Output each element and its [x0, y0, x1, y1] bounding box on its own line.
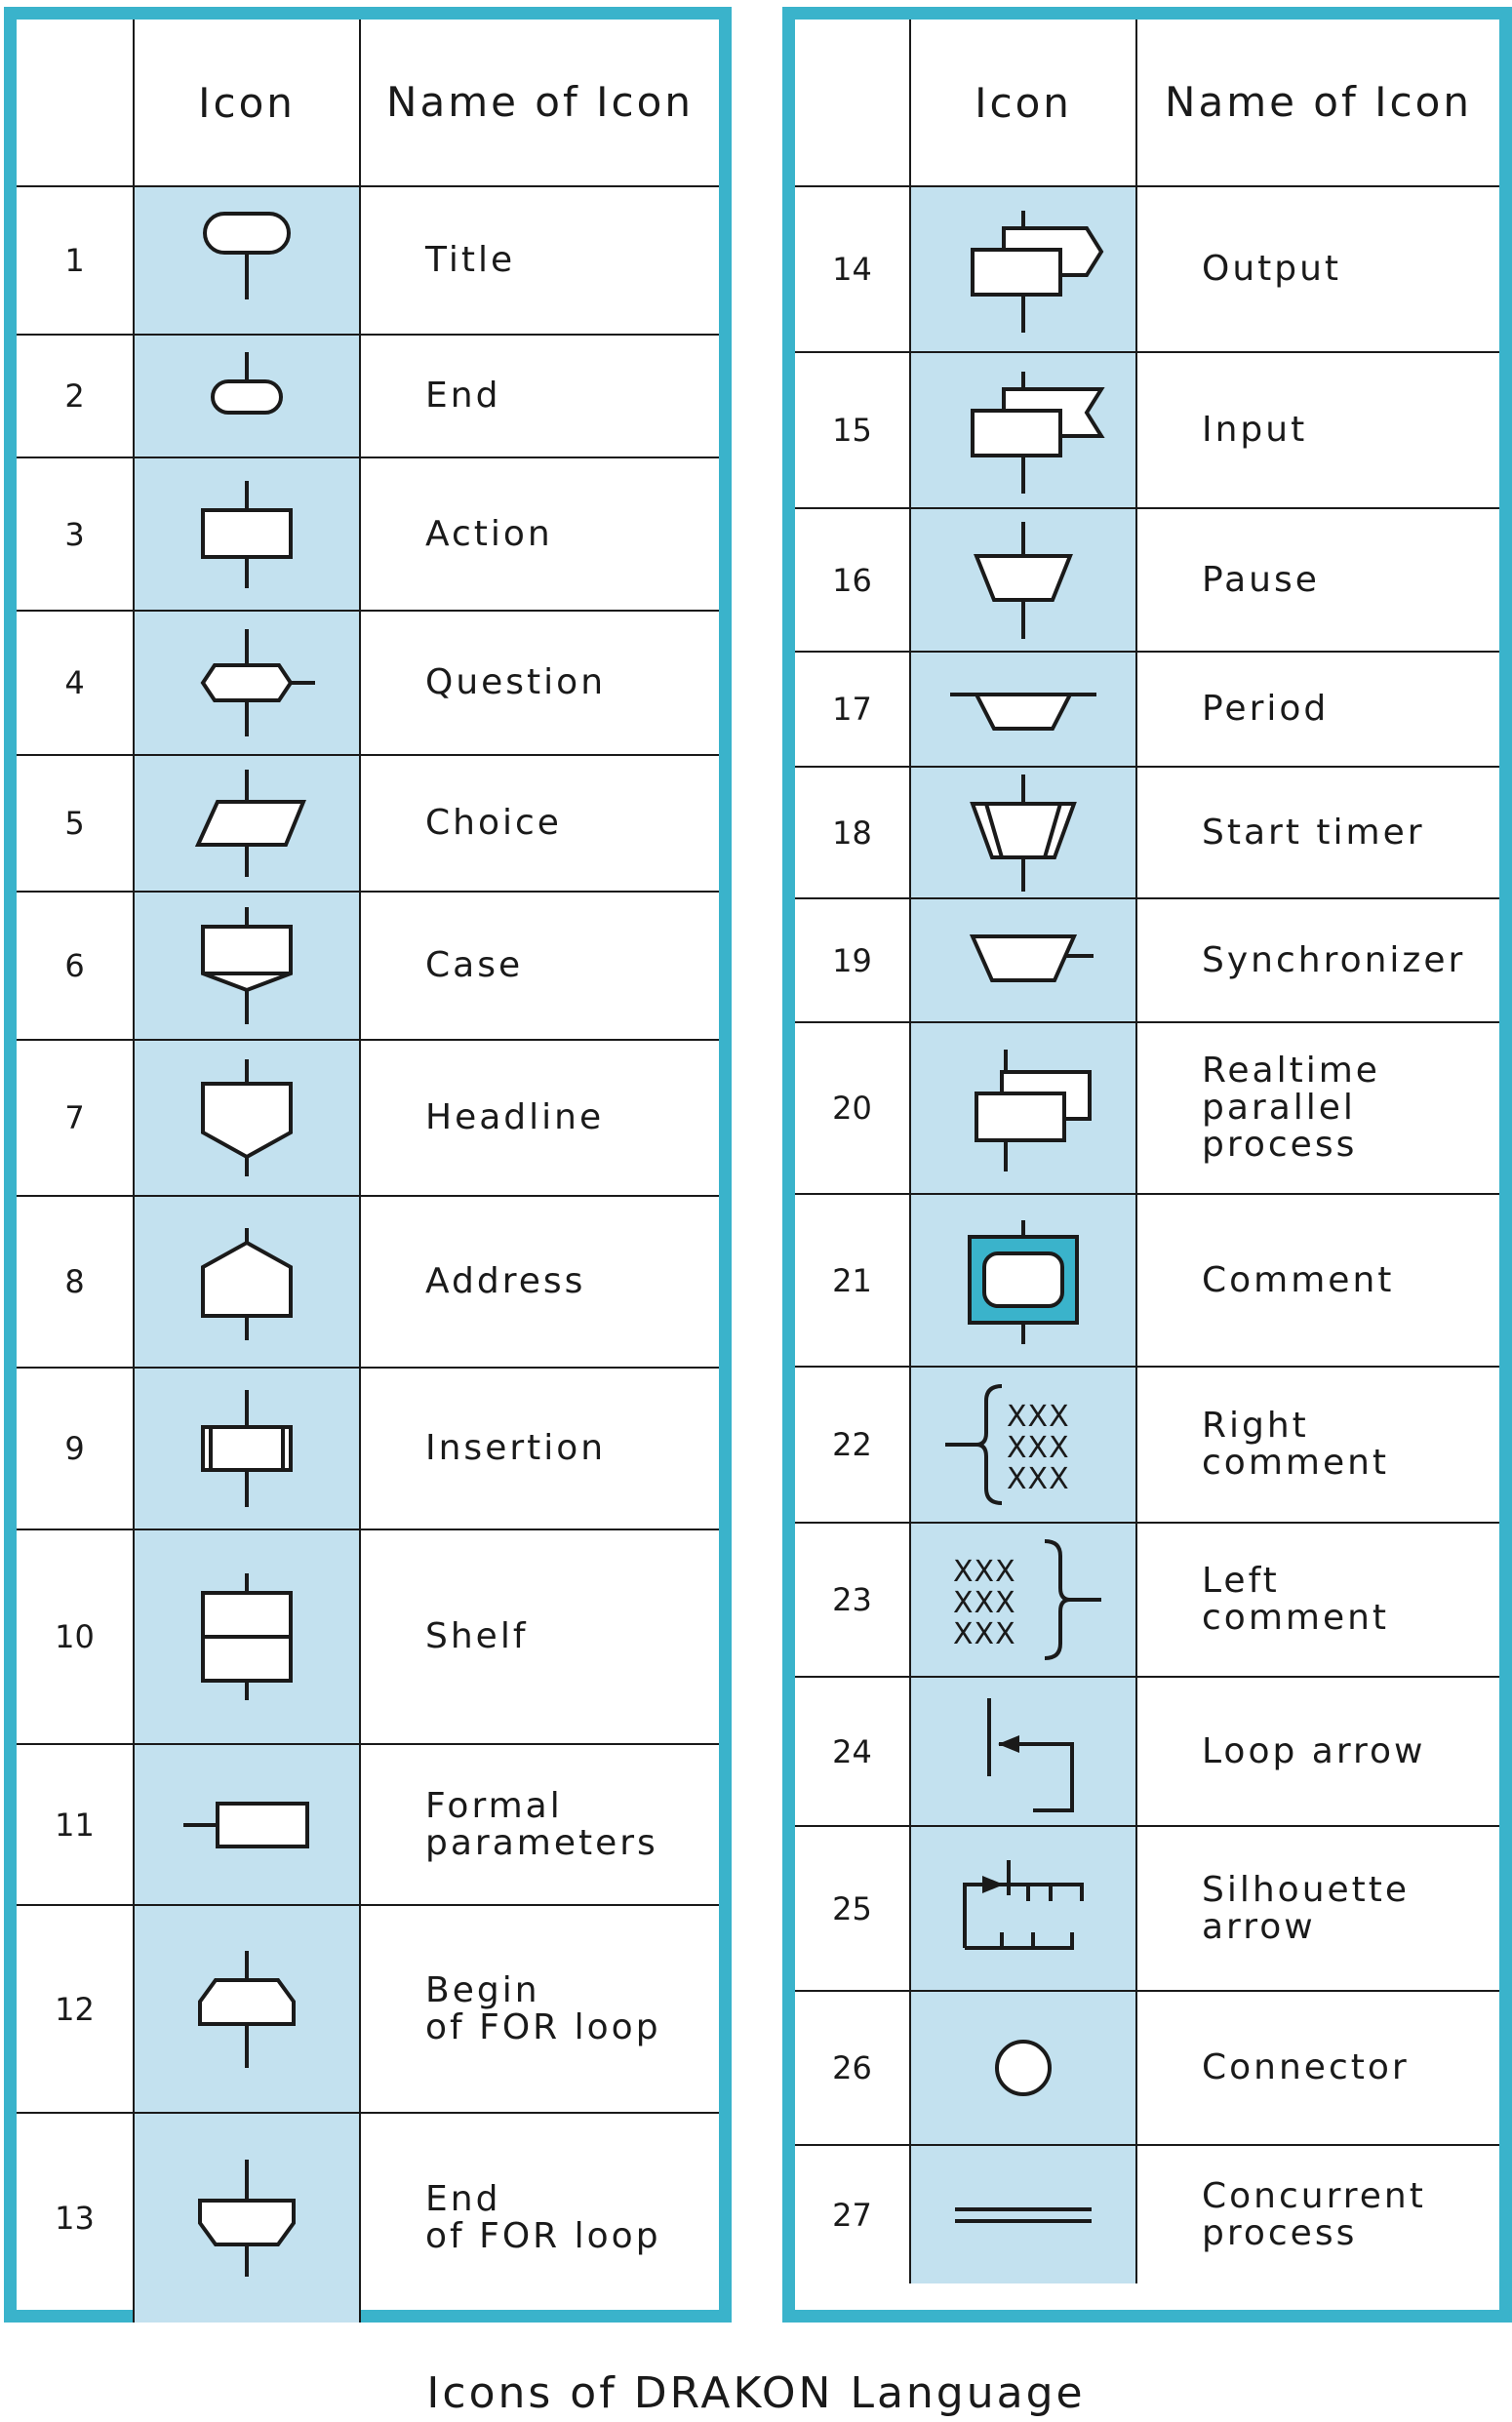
icon-name-text: Question — [425, 662, 607, 702]
empty-header-cell — [795, 20, 911, 185]
icon-name — [1137, 1368, 1499, 1522]
right-header-row — [795, 20, 1499, 187]
concurrent-process-icon — [935, 2147, 1111, 2283]
icon-cell — [135, 187, 361, 334]
table-row — [17, 1530, 719, 1745]
icon-name-text: Formal parameters — [425, 1785, 658, 1863]
icon-cell — [911, 1195, 1137, 1366]
left-comment-icon — [935, 1531, 1111, 1668]
icon-name-text: Connector — [1202, 2047, 1410, 2087]
icon-name-text: Concurrent process — [1202, 2175, 1426, 2253]
icon-name-text: Start timer — [1202, 812, 1425, 853]
icon-name — [361, 756, 719, 891]
icon-name — [361, 1530, 719, 1743]
row-number: 11 — [17, 1745, 135, 1904]
table-row — [795, 1195, 1499, 1368]
table-row — [795, 1678, 1499, 1827]
icon-name — [1137, 899, 1499, 1021]
row-number: 24 — [795, 1678, 911, 1825]
svg-text:XXX: XXX — [953, 1617, 1016, 1651]
table-row — [795, 1992, 1499, 2146]
icon-name-text: Loop arrow — [1202, 1730, 1426, 1771]
headline-icon — [159, 1050, 335, 1186]
table-row — [17, 187, 719, 336]
icon-cell — [911, 1368, 1137, 1522]
output-icon — [935, 201, 1111, 337]
begin-for-loop-icon — [159, 1941, 335, 2078]
icon-name-text: End — [425, 376, 501, 416]
realtime-parallel-process-icon — [935, 1040, 1111, 1176]
icon-name-text: Insertion — [425, 1428, 607, 1468]
icon-name-text: Synchronizer — [1202, 939, 1466, 980]
question-icon — [159, 615, 335, 751]
table-row — [795, 653, 1499, 768]
icon-name — [1137, 1023, 1499, 1193]
row-number: 6 — [17, 893, 135, 1039]
icon-cell — [135, 1906, 361, 2112]
insertion-icon — [159, 1380, 335, 1517]
icon-name — [1137, 353, 1499, 507]
row-number: 25 — [795, 1827, 911, 1990]
icon-cell — [135, 1197, 361, 1367]
pause-icon — [935, 512, 1111, 649]
icon-cell — [911, 1678, 1137, 1825]
icon-name — [1137, 2146, 1499, 2283]
table-row — [17, 893, 719, 1041]
icon-cell — [135, 2114, 361, 2323]
right-icon-table — [795, 20, 1499, 2310]
icon-name — [361, 1369, 719, 1529]
icon-name — [1137, 1992, 1499, 2144]
icon-name — [361, 1197, 719, 1367]
silhouette-arrow-icon — [935, 1841, 1111, 1977]
table-row — [17, 1745, 719, 1906]
empty-header-cell — [17, 20, 135, 185]
input-icon — [935, 362, 1111, 498]
row-number: 9 — [17, 1369, 135, 1529]
row-number: 23 — [795, 1524, 911, 1676]
comment-icon — [935, 1212, 1111, 1349]
case-icon — [159, 897, 335, 1034]
icon-cell — [911, 899, 1137, 1021]
icon-name — [361, 2114, 719, 2323]
icon-name-text: Headline — [425, 1097, 605, 1137]
icon-name — [1137, 1678, 1499, 1825]
icon-name — [1137, 1524, 1499, 1676]
choice-icon — [159, 755, 335, 892]
title-icon — [159, 192, 335, 329]
table-row — [795, 1827, 1499, 1992]
row-number: 12 — [17, 1906, 135, 2112]
figure-caption: Icons of DRAKON Language — [426, 2368, 1086, 2418]
icon-cell — [911, 187, 1137, 351]
icon-name — [361, 893, 719, 1039]
svg-text:XXX: XXX — [953, 1586, 1016, 1620]
icon-cell — [911, 653, 1137, 766]
connector-icon — [935, 2000, 1111, 2136]
table-row — [17, 1041, 719, 1197]
icon-name — [361, 612, 719, 754]
svg-text:XXX: XXX — [1007, 1431, 1070, 1465]
row-number: 20 — [795, 1023, 911, 1193]
icon-cell — [911, 1023, 1137, 1193]
row-number: 8 — [17, 1197, 135, 1367]
table-row — [795, 353, 1499, 509]
row-number: 1 — [17, 187, 135, 334]
row-number: 19 — [795, 899, 911, 1021]
icon-cell — [911, 768, 1137, 897]
end-for-loop-icon — [159, 2150, 335, 2286]
table-row — [795, 899, 1499, 1023]
svg-text:XXX: XXX — [953, 1555, 1016, 1589]
period-icon — [935, 641, 1111, 777]
action-icon — [159, 466, 335, 603]
icon-name — [1137, 1827, 1499, 1990]
table-row — [17, 1906, 719, 2114]
row-number: 17 — [795, 653, 911, 766]
icon-name-text: Shelf — [425, 1616, 529, 1656]
icon-cell — [911, 1524, 1137, 1676]
icon-name — [361, 458, 719, 610]
row-number: 21 — [795, 1195, 911, 1366]
table-row — [795, 1023, 1499, 1195]
table-row — [17, 2114, 719, 2323]
icon-cell — [135, 458, 361, 610]
loop-arrow-icon — [935, 1684, 1111, 1820]
row-number: 4 — [17, 612, 135, 754]
table-row — [795, 1368, 1499, 1524]
row-number: 2 — [17, 336, 135, 457]
icon-name-text: End of FOR loop — [425, 2179, 661, 2256]
icon-name — [1137, 1195, 1499, 1366]
icon-cell — [135, 1745, 361, 1904]
icon-cell — [135, 612, 361, 754]
row-number: 16 — [795, 509, 911, 651]
formal-parameters-icon — [159, 1757, 335, 1893]
icon-name-text: Begin of FOR loop — [425, 1969, 661, 2047]
icon-name — [361, 1906, 719, 2112]
icon-name — [1137, 768, 1499, 897]
table-row — [795, 187, 1499, 353]
icon-name — [361, 1745, 719, 1904]
table-row — [795, 2146, 1499, 2283]
name-column-header: Name of Icon — [1165, 78, 1472, 126]
row-number: 27 — [795, 2146, 911, 2283]
end-icon — [159, 328, 335, 464]
start-timer-icon — [935, 765, 1111, 901]
icon-name-text: Input — [1202, 410, 1308, 450]
left-header-row — [17, 20, 719, 187]
icon-name-text: Realtime parallel process — [1202, 1051, 1380, 1165]
row-number: 7 — [17, 1041, 135, 1195]
table-row — [795, 768, 1499, 899]
icon-name-text: Case — [425, 945, 524, 985]
icon-column-header: Icon — [135, 20, 361, 185]
right-table-panel — [782, 7, 1512, 2323]
row-number: 26 — [795, 1992, 911, 2144]
row-number: 18 — [795, 768, 911, 897]
icon-cell — [135, 1041, 361, 1195]
row-number: 22 — [795, 1368, 911, 1522]
icon-name — [1137, 187, 1499, 351]
name-column-header: Name of Icon — [386, 78, 694, 126]
icon-name-text: Silhouette arrow — [1202, 1869, 1411, 1947]
table-row — [795, 509, 1499, 653]
icon-cell — [911, 1992, 1137, 2144]
table-row — [17, 458, 719, 612]
right-comment-icon — [935, 1376, 1111, 1513]
icon-cell — [135, 336, 361, 457]
icon-name — [361, 187, 719, 334]
icon-cell — [911, 2146, 1137, 2283]
icon-cell — [135, 1530, 361, 1743]
icon-cell — [135, 1369, 361, 1529]
row-number: 15 — [795, 353, 911, 507]
table-row — [17, 1369, 719, 1530]
icon-name — [361, 336, 719, 457]
icon-name-text: Pause — [1202, 559, 1320, 600]
icon-cell — [911, 1827, 1137, 1990]
shelf-icon — [159, 1568, 335, 1705]
icon-column-header: Icon — [911, 20, 1137, 185]
icon-name-text: Action — [425, 513, 553, 554]
svg-text:XXX: XXX — [1007, 1400, 1070, 1434]
table-row — [17, 1197, 719, 1369]
icon-cell — [135, 893, 361, 1039]
table-row — [17, 336, 719, 458]
icon-name-text: Output — [1202, 249, 1342, 289]
synchronizer-icon — [935, 893, 1111, 1029]
row-number: 10 — [17, 1530, 135, 1743]
icon-name-text: Left comment — [1202, 1561, 1390, 1638]
icon-name — [1137, 509, 1499, 651]
table-row — [17, 756, 719, 893]
icon-name — [1137, 653, 1499, 766]
icon-name-text: Right comment — [1202, 1406, 1390, 1483]
table-row — [17, 612, 719, 756]
icon-name-text: Title — [425, 240, 516, 280]
icon-cell — [911, 353, 1137, 507]
icon-name-text: Comment — [1202, 1259, 1395, 1300]
icon-cell — [911, 509, 1137, 651]
icon-cell — [135, 756, 361, 891]
icon-name-text: Choice — [425, 803, 562, 843]
left-table-panel — [4, 7, 732, 2323]
row-number: 13 — [17, 2114, 135, 2323]
address-icon — [159, 1213, 335, 1350]
row-number: 3 — [17, 458, 135, 610]
row-number: 5 — [17, 756, 135, 891]
left-icon-table — [17, 20, 719, 2310]
table-row — [795, 1524, 1499, 1678]
row-number: 14 — [795, 187, 911, 351]
icon-name-text: Period — [1202, 689, 1330, 729]
icon-name — [361, 1041, 719, 1195]
svg-text:XXX: XXX — [1007, 1462, 1070, 1496]
icon-name-text: Address — [425, 1261, 586, 1301]
